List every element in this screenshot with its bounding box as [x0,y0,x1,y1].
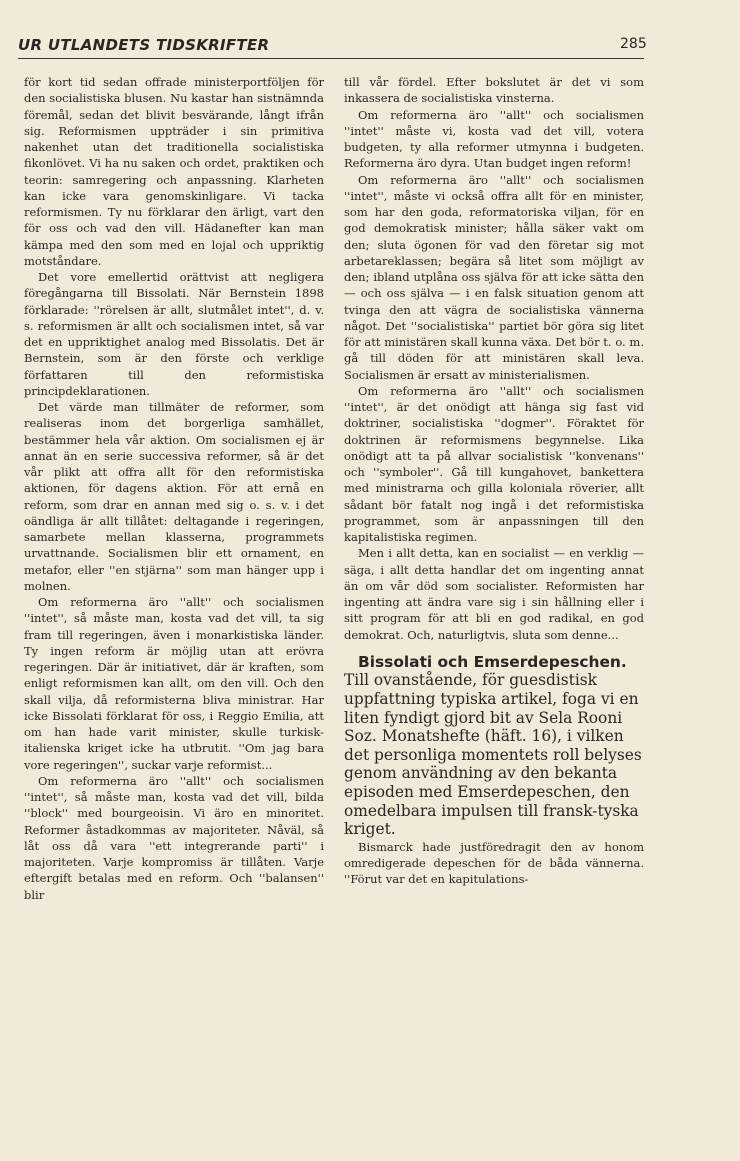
paragraph: Om reformerna äro ''allt'' och socialismen ''intet'', måste vi också offra allt för en minister, som har den goda, reformatoriska viljan, för en god demokratisk minister; hålla säker vakt om den; sluta ögonen för vad den företar sig mot arbetareklassen; begära så litet som möjligt av den; ibland utplåna oss själva för att icke sätta den — och oss själva — i en falsk situation genom att tvinga den att vägra de socialistiska vännerna något. Det ''socialistiska'' partiet bör göra sig litet för att ministären skall kunna växa. Det bör t. o. m. gå till döden för att ministären skall leva. Socialismen är ersatt av ministerialismen. [344,172,644,382]
paragraph: till vår fördel. Efter bokslutet är det vi som inkassera de socialistiska vinsterna. [344,75,644,106]
page-header [18,36,647,58]
paragraph: Om reformerna äro ''allt'' och socialismen ''intet'', är det onödigt att hänga sig fast vid doktriner, socialistiska ''dogmer''. Föraktet för doktrinen är reformismens begynnelse. Lika onödigt att ta på allvar socialistisk ''konvenans'' och ''symboler''. Gå till kungahovet, bankettera med ministrarna och gilla koloniala röverier, allt sådant bör fatalt nog ingå i det reformistiska programmet, som är anpassningen till den kapitalistiska regimen. [344,383,644,544]
section-heading: Bissolati och Emserdepeschen. [358,652,627,671]
paragraph: Det vore emellertid orättvist att negligera föregångarna till Bissolati. När Bernstein 1898 förklarade: ''rörelsen är allt, slutmålet intet'', d. v. s. reformismen är allt och socialismen intet, så var det en uppriktighet analog med Bissolatis. Det är Bernstein, som är den förste och verklige författaren till den reformistiska principdeklarationen. [24,270,324,398]
running-head: UR UTLANDETS TIDSKRIFTER [18,36,270,54]
section-gap [344,643,644,653]
page-number: 285 [620,36,647,52]
header-rule [18,58,644,59]
section-block [344,653,644,839]
paragraph: Men i allt detta, kan en socialist — en verklig — säga, i allt detta handlar det om ingenting annat än om vår död som socialister. Reformisten har ingenting att ändra vare sig i sin hållning eller i sitt program för att bli en god radikal, en god demokrat. Och, naturligtvis, sluta som denne... [344,546,644,642]
paragraph: Om reformerna äro ''allt'' och socialismen ''intet'', så måste man, kosta vad det vill, bilda ''block'' med bourgeoisin. Vi äro en minoritet. Reformer åstadkommas av majoriteter. Nåväl, så låt oss då vara ''ett integrerande parti'' i majoriteten. Varje kompromiss är tillåten. Varje eftergift betalas med en reform. Och ''balansen'' blir [24,773,324,902]
right-column [344,74,644,887]
left-column [24,74,324,903]
paragraph: Om reformerna äro ''allt'' och socialismen ''intet'' måste vi, kosta vad det vill, votera budgeten, ty alla reformer utmynna i budgeten. Reformerna äro dyra. Utan budget ingen reform! [344,107,644,171]
paragraph: för kort tid sedan offrade ministerportföljen för den socialistiska blusen. Nu kastar han sistnämnda föremål, sedan det blivit besvärande, långt ifrån sig. Reformismen uppträder i sin primitiva nakenhet utan det traditionella socialistiska fikonlövet. Vi ha nu saken och ordet, praktiken och teorin: samregering och anpassning. Klarheten kan icke vara genomskinligare. Vi tacka reformismen. Ty nu förklarar den ärligt, vart den för oss och vad den vill. Hädanefter kan man kämpa med den som med en lojal och uppriktig motståndare. [24,75,324,268]
paragraph: Om reformerna äro ''allt'' och socialismen ''intet'', så måste man, kosta vad det vill, ta sig fram till regeringen, även i monarkistiska länder. Ty ingen reform är möjlig utan att erövra regeringen. Där är initiativet, där är kraften, som enligt reformismen kan allt, om den vill. Och den skall vilja, då reformisterna bliva ministrar. Har icke Bissolati förklarat för oss, i Reggio Emilia, att om han hade varit minister, skulle turkisk-italienska kriget icke ha utbrutit. ''Om jag bara vore regeringen'', suckar varje reformist... [24,595,324,772]
section-intro: Till ovanstående, för guesdistisk uppfattning typiska artikel, foga vi en liten fyndigt gjord bit av Sela Rooni Soz. Monatshefte (häft. 16), i vilken det personliga momentets roll belyses genom användning av den bekanta episoden med Emserdepeschen, den omedelbara impulsen till fransk-tyska kriget. [344,671,642,839]
paragraph: Det värde man tillmäter de reformer, som realiseras inom det borgerliga samhället, bestämmer hela vår aktion. Om socialismen ej är annat än en serie successiva reformer, så är det vår plikt att offra allt för den reformistiska aktionen, för dagens aktion. För att ernå en reform, som drar en annan med sig o. s. v. i det oändliga är allt tillåtet: deltagande i regeringen, samarbete mellan klasserna, programmets urvattnande. Socialismen blir ett ornament, en metafor, eller ''en stjärna'' som man hänger upp i molnen. [24,400,324,593]
paragraph: Bismarck hade justföredragit den av honom omredigerade depeschen för de båda vännerna. ''Förut var det en kapitulations- [344,839,644,887]
